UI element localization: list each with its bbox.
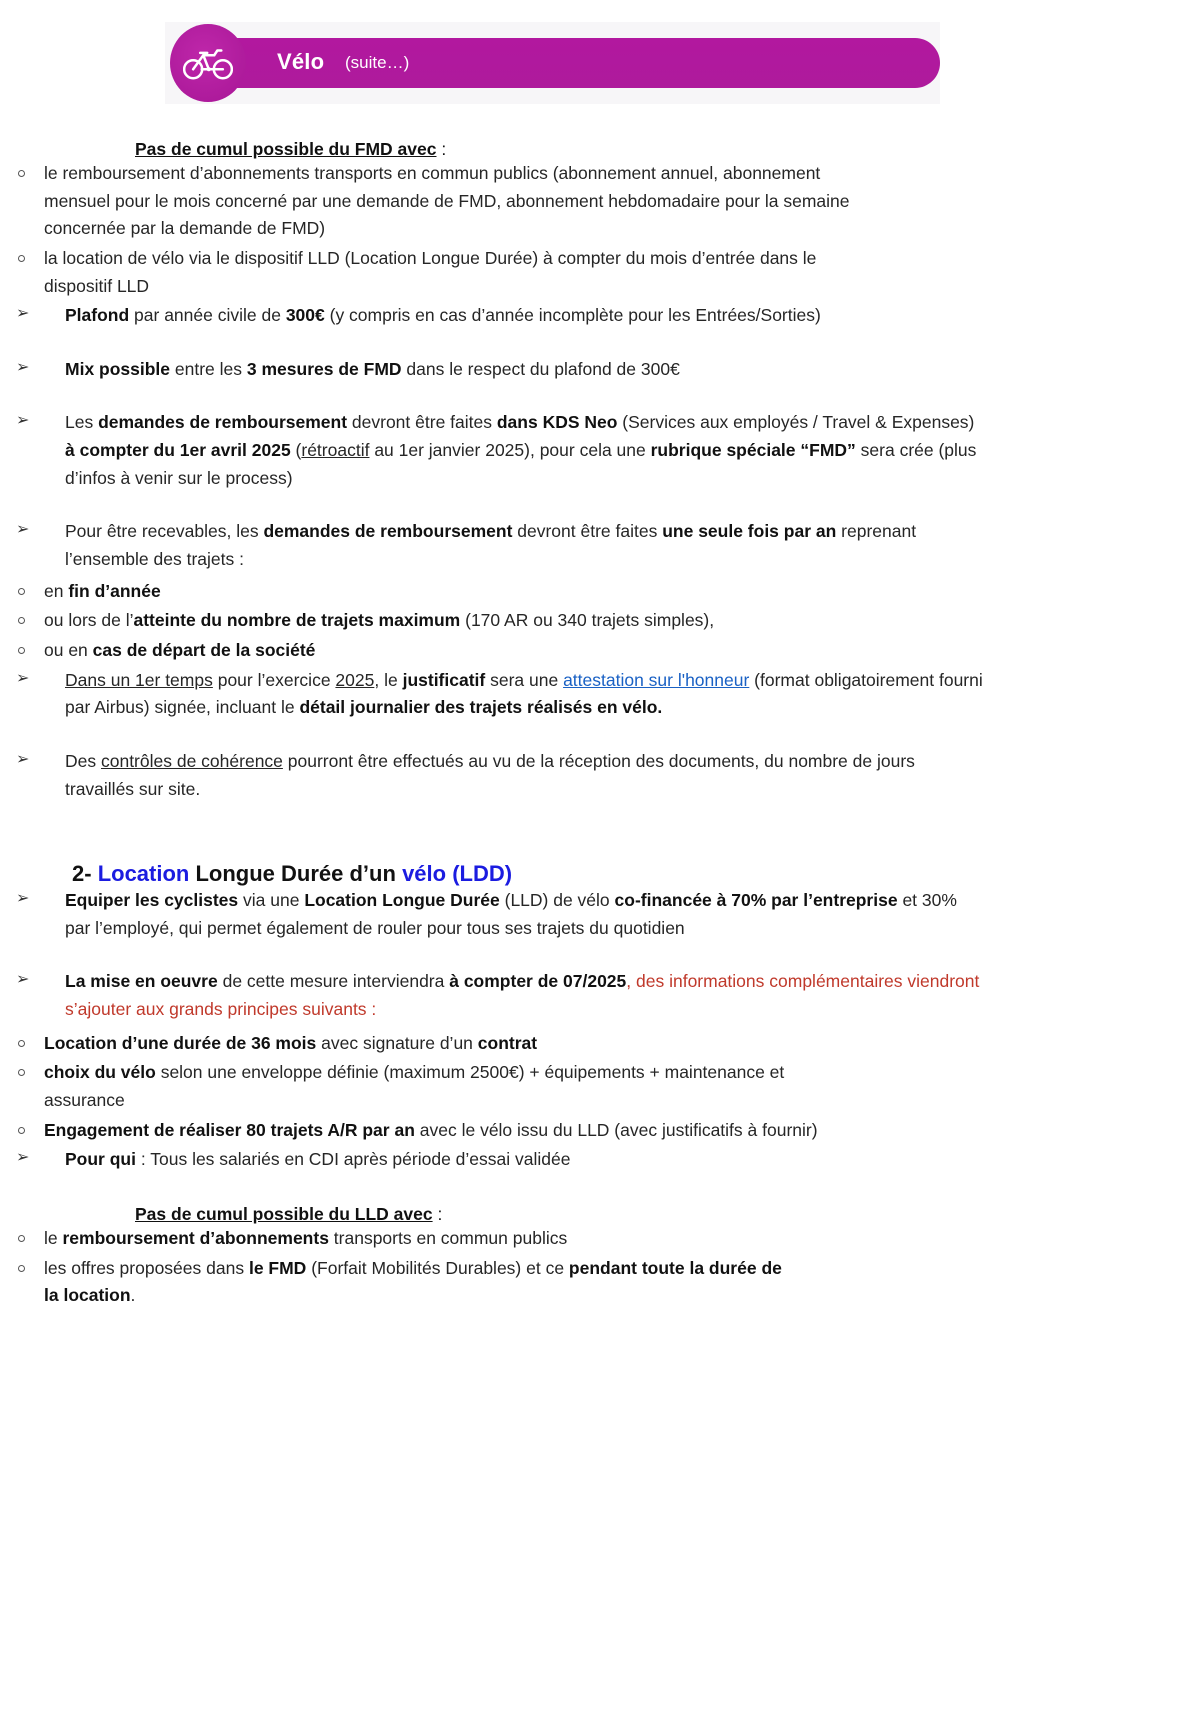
principe-3-bold-1: Engagement de réaliser 80 trajets A/R par an [44, 1119, 415, 1140]
heading-pas-de-cumul-fmd [135, 139, 1200, 160]
list-no-cumul-lld [0, 1225, 790, 1310]
kds-retroactif: rétroactif [301, 440, 370, 461]
lld-cumul-2-text-1: les offres proposées dans [44, 1257, 249, 1278]
list-recevables-conditions [0, 578, 850, 665]
mix-text-2: dans le respect du plafond de 300€ [401, 358, 680, 379]
principe-2-text-1: selon une enveloppe définie (maximum 2500€) + équipements + maintenance et assurance [44, 1062, 785, 1111]
mix-text-1: entre les [170, 358, 247, 379]
justif-text-4: (format obligatoirement fourni par Airbus) signée, incluant le [65, 669, 983, 718]
list-item [0, 637, 850, 665]
heading-colon: : [436, 139, 447, 159]
cond-text-3: ou en [44, 639, 93, 660]
heading-text: Pas de cumul possible du FMD avec [135, 139, 437, 159]
banner-subtitle: (suite…) [345, 53, 410, 72]
recevables-text-2: devront être faites [512, 521, 663, 542]
recevables-text-3: reprenant l’ensemble des trajets : [65, 521, 917, 570]
lld-cumul-2-bold-1: le FMD [248, 1257, 307, 1278]
justif-underline-1: Dans un 1er temps [65, 669, 213, 690]
lld-cumul-2-text-2: (Forfait Mobilités Durables) et ce [306, 1257, 569, 1278]
lld-cumul-2-text-3: . [130, 1285, 136, 1306]
principe-1-bold-1: Location d’une durée de 36 mois [44, 1032, 317, 1053]
justif-bold-2: détail journalier des trajets réalisés en vélo. [299, 697, 663, 718]
plafond-label: Plafond [65, 305, 130, 326]
justif-year: 2025 [335, 669, 375, 690]
list-lld-principles [0, 887, 985, 1024]
kds-rubrique: rubrique spéciale “FMD” [650, 440, 856, 461]
justif-text-1: pour l’exercice [212, 669, 336, 690]
list-item-mix [0, 356, 980, 384]
heading-pas-de-cumul-lld [135, 1204, 1200, 1225]
cond-text-2: ou lors de l’ [44, 610, 134, 631]
list-item-mise-en-oeuvre [0, 968, 985, 1023]
cond-text-1: en [44, 580, 69, 601]
mix-measures: 3 mesures de FMD [246, 358, 402, 379]
pourqui-text: : Tous les salariés en CDI après période d’essai validée [135, 1149, 571, 1170]
kds-text-1: Les [65, 412, 99, 433]
list-item-recevables [0, 518, 980, 573]
list-item: le remboursement d’abonnements transports en commun publics (abonnement annuel, abonnement mensuel pour le mois concerné par une demande de FMD, abonnement hebdomadaire pour la semaine concernée par la demande de FMD) [0, 160, 865, 243]
mise-text-1: de cette mesure interviendra [217, 971, 450, 992]
plafond-text-2: (y compris en cas d’année incomplète pour les Entrées/Sorties) [324, 305, 821, 326]
list-no-cumul-fmd [0, 160, 865, 300]
section-2-blue-1: Location [97, 861, 190, 887]
equiper-bold-1: Equiper les cyclistes [65, 890, 239, 911]
list-item-plafond [0, 302, 980, 330]
kds-text-3: (Services aux employés / Travel & Expenses) [617, 412, 975, 433]
pourqui-label: Pour qui [65, 1149, 136, 1170]
list-item-equiper [0, 887, 985, 942]
document-body [0, 139, 1200, 1310]
sub-heading-colon: : [432, 1203, 443, 1224]
lld-cumul-2-bold-2: pendant toute la durée de la location [44, 1257, 782, 1306]
list-item-kds [0, 409, 980, 492]
page-header-banner [165, 22, 940, 104]
sub-heading-text: Pas de cumul possible du LLD avec [135, 1203, 433, 1224]
list-item [0, 578, 850, 606]
equiper-text-1: via une [238, 890, 305, 911]
banner-title: Vélo [277, 49, 325, 74]
lld-cumul-1-bold-1: remboursement d’abonnements [62, 1227, 329, 1248]
equiper-bold-2: Location Longue Durée [304, 890, 500, 911]
section-2-number: 2- [72, 861, 92, 887]
list-item [0, 1059, 860, 1114]
list-fmd-rules [0, 302, 980, 573]
list-item-pour-qui [0, 1146, 985, 1174]
list-item [0, 607, 850, 635]
list-item-controles [0, 748, 985, 803]
mise-red-note: , des informations complémentaires viendront s’ajouter aux grands principes suivants : [65, 971, 980, 1020]
cond-bold-1: fin d’année [68, 580, 161, 601]
justif-text-3: sera une [485, 669, 564, 690]
section-2-heading [72, 861, 1200, 887]
justif-text-2: , le [374, 669, 403, 690]
cond-bold-3: cas de départ de la société [92, 639, 316, 660]
lld-cumul-1-text-1: le [44, 1227, 63, 1248]
kds-text-6: sera crée (plus d’infos à venir sur le process) [65, 440, 977, 488]
principe-2-bold-1: choix du vélo [44, 1062, 156, 1083]
mise-date: à compter de 07/2025 [449, 971, 627, 992]
kds-text-5: au 1er janvier 2025), pour cela une [369, 440, 651, 461]
equiper-cofinance: co-financée à 70% par l’entreprise [614, 890, 898, 911]
kds-text-4: ( [290, 440, 302, 461]
section-2-black: Longue Durée d’un [195, 861, 396, 887]
controles-text-1: Des [65, 750, 101, 771]
recevables-bold-1: demandes de remboursement [263, 521, 513, 542]
plafond-text-1: par année civile de [129, 305, 286, 326]
mix-label: Mix possible [65, 358, 171, 379]
lld-cumul-1-text-2: transports en commun publics [328, 1227, 568, 1248]
list-pour-qui [0, 1146, 985, 1174]
kds-system-name: dans KDS Neo [496, 412, 618, 433]
kds-date: à compter du 1er avril 2025 [65, 440, 291, 461]
principe-1-text-1: avec signature d’un [316, 1032, 478, 1053]
justif-bold-1: justificatif [402, 669, 486, 690]
equiper-text-2: (LLD) de vélo [499, 890, 615, 911]
controles-text-2: pourront être effectués au vu de la réception des documents, du nombre de jours travaillés sur site. [65, 750, 915, 799]
list-item: la location de vélo via le dispositif LLD (Location Longue Durée) à compter du mois d’entrée dans le dispositif LLD [0, 245, 865, 300]
controles-underline: contrôles de cohérence [100, 750, 283, 771]
principe-3-text-1: avec le vélo issu du LLD (avec justificatifs à fournir) [414, 1119, 818, 1140]
list-item [0, 1255, 790, 1310]
bicycle-icon [170, 24, 246, 102]
principe-1-bold-2: contrat [477, 1032, 538, 1053]
list-item [0, 1225, 790, 1253]
equiper-text-3: et 30% par l’employé, qui permet également de rouler pour tous ses trajets du quotidien [65, 890, 957, 938]
cond-text-2b: (170 AR ou 340 trajets simples), [460, 610, 715, 631]
list-item [0, 1117, 860, 1145]
recevables-text-1: Pour être recevables, les [65, 521, 264, 542]
list-fmd-justificatifs [0, 667, 985, 804]
plafond-amount: 300€ [285, 305, 325, 326]
attestation-link[interactable]: attestation sur l'honneur [563, 669, 750, 690]
section-2-blue-2: vélo (LDD) [402, 861, 513, 887]
list-item [0, 1030, 860, 1058]
mise-bold-1: La mise en oeuvre [65, 971, 218, 992]
recevables-frequency: une seule fois par an [662, 521, 837, 542]
cond-bold-2: atteinte du nombre de trajets maximum [133, 610, 461, 631]
kds-bold-1: demandes de remboursement [98, 412, 348, 433]
list-lld-details [0, 1030, 860, 1145]
kds-text-2: devront être faites [347, 412, 497, 433]
list-item-justificatif [0, 667, 985, 722]
